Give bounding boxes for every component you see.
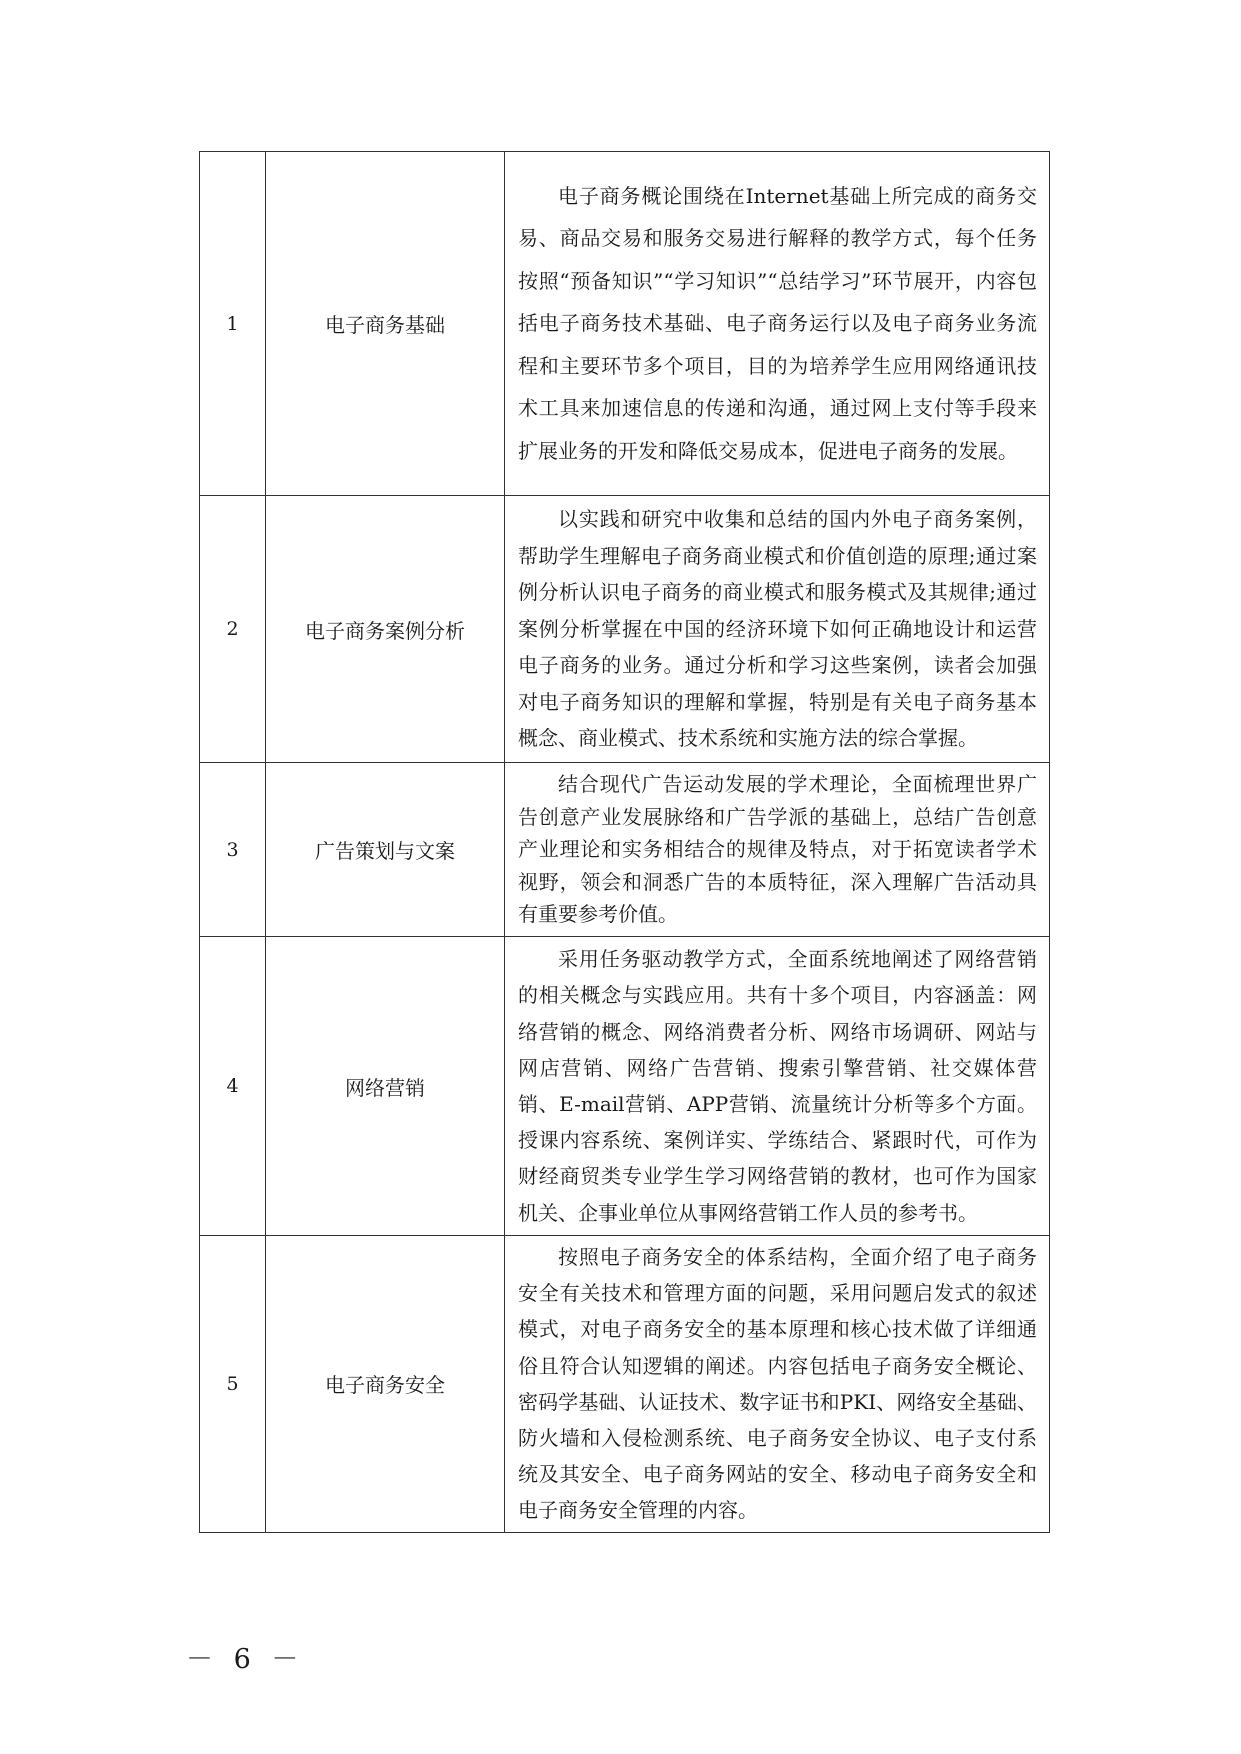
table-row: [200, 496, 1050, 763]
course-name: 广告策划与文案: [266, 763, 505, 937]
table-row: [200, 1236, 1050, 1533]
course-name: 电子商务安全: [266, 1236, 505, 1533]
course-name: 网络营销: [266, 937, 505, 1236]
row-number: 4: [200, 937, 266, 1236]
table-row: [200, 937, 1050, 1236]
course-name: 电子商务基础: [266, 152, 505, 496]
course-description: 以实践和研究中收集和总结的国内外电子商务案例，帮助学生理解电子商务商业模式和价值创造的原理;通过案例分析认识电子商务的商业模式和服务模式及其规律;通过案例分析掌握在中国的经济环境下如何正确地设计和运营电子商务的业务。通过分析和学习这些案例，读者会加强对电子商务知识的理解和掌握，特别是有关电子商务基本概念、商业模式、技术系统和实施方法的综合掌握。: [505, 496, 1050, 763]
table-row: [200, 152, 1050, 496]
course-table: [199, 151, 1050, 1533]
course-description: 电子商务概论围绕在Internet基础上所完成的商务交易、商品交易和服务交易进行解释的教学方式，每个任务按照“预备知识”“学习知识”“总结学习”环节展开，内容包括电子商务技术基础、电子商务运行以及电子商务业务流程和主要环节多个项目，目的为培养学生应用网络通讯技术工具来加速信息的传递和沟通，通过网上支付等手段来扩展业务的开发和降低交易成本，促进电子商务的发展。: [505, 152, 1050, 496]
table-row: [200, 763, 1050, 937]
row-number: 1: [200, 152, 266, 496]
course-description: 结合现代广告运动发展的学术理论，全面梳理世界广告创意产业发展脉络和广告学派的基础上，总结广告创意产业理论和实务相结合的规律及特点，对于拓宽读者学术视野，领会和洞悉广告的本质特征，深入理解广告活动具有重要参考价值。: [505, 763, 1050, 937]
row-number: 5: [200, 1236, 266, 1533]
row-number: 3: [200, 763, 266, 937]
course-description: 采用任务驱动教学方式，全面系统地阐述了网络营销的相关概念与实践应用。共有十多个项目，内容涵盖：网络营销的概念、网络消费者分析、网络市场调研、网站与网店营销、网络广告营销、搜索引擎营销、社交媒体营销、E-mail营销、APP营销、流量统计分析等多个方面。授课内容系统、案例详实、学练结合、紧跟时代，可作为财经商贸类专业学生学习网络营销的教材，也可作为国家机关、企事业单位从事网络营销工作人员的参考书。: [505, 937, 1050, 1236]
course-name: 电子商务案例分析: [266, 496, 505, 763]
page-number: － 6 －: [186, 1644, 305, 1675]
course-description: 按照电子商务安全的体系结构，全面介绍了电子商务安全有关技术和管理方面的问题，采用问题启发式的叙述模式，对电子商务安全的基本原理和核心技术做了详细通俗且符合认知逻辑的阐述。内容包括电子商务安全概论、密码学基础、认证技术、数字证书和PKI、网络安全基础、防火墙和入侵检测系统、电子商务安全协议、电子支付系统及其安全、电子商务网站的安全、移动电子商务安全和电子商务安全管理的内容。: [505, 1236, 1050, 1533]
row-number: 2: [200, 496, 266, 763]
